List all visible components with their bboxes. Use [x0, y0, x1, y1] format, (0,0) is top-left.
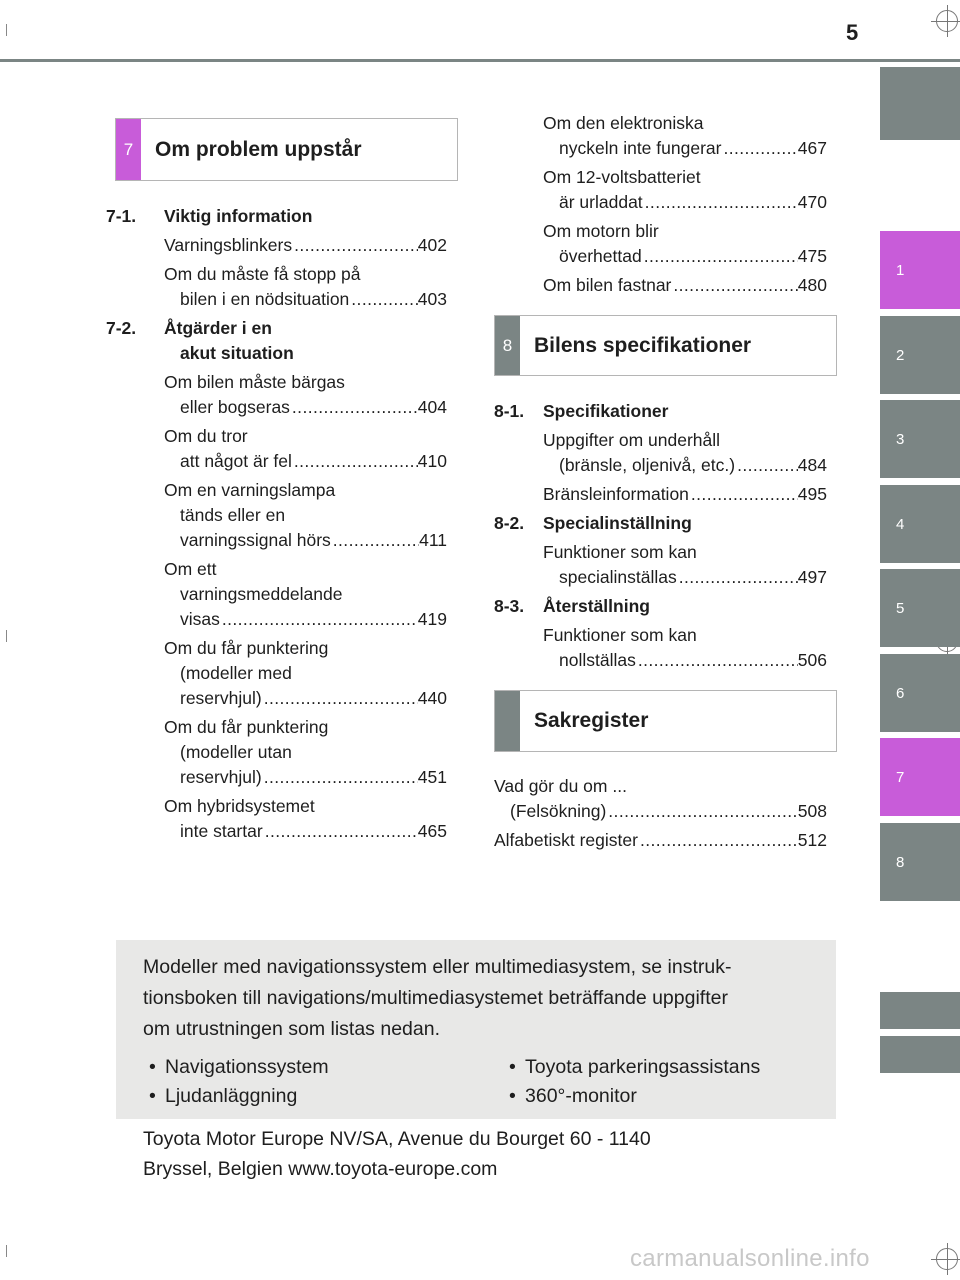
tab-label: 2	[896, 346, 905, 364]
crop-mark	[6, 1245, 7, 1257]
toc-entry[interactable]: Om du får punktering (modeller med reservhjul) ..... 440	[164, 636, 447, 711]
section-8-toc	[494, 399, 827, 673]
section-number: 8	[495, 316, 520, 375]
toc-entry[interactable]: Om den elektroniska nyckeln inte fungerar ..... 467	[543, 111, 827, 161]
page-number: 5	[846, 20, 859, 45]
section-7-toc	[106, 204, 447, 844]
top-rule	[0, 59, 960, 62]
chapter-title: Åtgärder i en	[164, 318, 272, 338]
tab-1[interactable]	[880, 231, 960, 309]
toc-entry[interactable]: Om hybridsystemet inte startar ..... 465	[164, 794, 447, 844]
tab-blank-top[interactable]	[880, 67, 960, 140]
toc-entry[interactable]: Vad gör du om ... (Felsökning) ..... 508	[494, 774, 827, 824]
list-item: • Navigationssystem	[149, 1056, 329, 1078]
chapter-number: 8-2.	[494, 513, 525, 533]
chapter-number: 8-1.	[494, 401, 525, 421]
toc-entry[interactable]: Om ett varningsmeddelande visas ..... 419	[164, 557, 447, 632]
chapter-title: Specifikationer	[543, 401, 669, 421]
chapter-title: Viktig information	[164, 206, 313, 226]
tab-label: 8	[896, 853, 905, 871]
chapter-heading[interactable]	[494, 511, 827, 536]
tab-label: 5	[896, 599, 905, 617]
chapter-tabs	[880, 0, 960, 1280]
toc-entry[interactable]: Bränsleinformation ..... 495	[543, 482, 827, 507]
toc-entry[interactable]: Varningsblinkers ..... 402	[164, 233, 447, 258]
crop-mark	[6, 630, 7, 642]
section-title: Sakregister	[534, 709, 649, 732]
equipment-list	[143, 1053, 826, 1111]
tab-label: 6	[896, 684, 905, 702]
chapter-number: 7-2.	[106, 318, 137, 338]
chapter-number: 8-3.	[494, 596, 525, 616]
toc-entry[interactable]: Om 12-voltsbatteriet är urladdat ..... 470	[543, 165, 827, 215]
toc-entry[interactable]: Om du får punktering (modeller utan reservhjul) ..... 451	[164, 715, 447, 790]
chapter-heading[interactable]	[494, 399, 827, 424]
tab-4[interactable]	[880, 485, 960, 563]
toc-entry[interactable]: Funktioner som kan specialinställas ..... 497	[543, 540, 827, 590]
chapter-heading[interactable]	[106, 316, 447, 341]
section-number: 7	[116, 119, 141, 180]
tab-blank-bottom-1[interactable]	[880, 992, 960, 1029]
toc-entry[interactable]: Uppgifter om underhåll (bränsle, oljenivå, etc.) ..... 484	[543, 428, 827, 478]
toc-entry[interactable]: Om motorn blir överhettad ..... 475	[543, 219, 827, 269]
tab-label: 1	[896, 261, 905, 279]
toc-entry[interactable]: Funktioner som kan nollställas ..... 506	[543, 623, 827, 673]
tab-label: 7	[896, 768, 905, 786]
tab-6[interactable]	[880, 654, 960, 732]
notice-box	[116, 940, 836, 1119]
toc-entry[interactable]: Om bilen fastnar ..... 480	[543, 273, 827, 298]
chapter-title: Specialinställning	[543, 513, 692, 533]
tab-7[interactable]	[880, 738, 960, 816]
tab-2[interactable]	[880, 316, 960, 394]
watermark: carmanualsonline.info	[630, 1245, 870, 1272]
chapter-title: Återställning	[543, 596, 650, 616]
chapter-heading[interactable]	[494, 594, 827, 619]
section-number-blank	[495, 691, 520, 751]
chapter-heading-cont: akut situation	[180, 343, 294, 363]
list-item: • Ljudanläggning	[149, 1085, 298, 1107]
toc-entry[interactable]: Om du måste få stopp på bilen i en nödsituation ..... 403	[164, 262, 447, 312]
toc-entry[interactable]: Om bilen måste bärgas eller bogseras ..... 404	[164, 370, 447, 420]
section-title: Bilens specifikationer	[534, 333, 752, 357]
section-7-toc-continued	[543, 111, 827, 298]
tab-8[interactable]	[880, 823, 960, 901]
list-item: • 360°-monitor	[509, 1085, 637, 1107]
list-item: • Toyota parkeringsassistans	[509, 1056, 761, 1078]
chapter-heading[interactable]	[106, 204, 447, 229]
chapter-number: 7-1.	[106, 206, 137, 226]
tab-3[interactable]	[880, 400, 960, 478]
publisher-address: Toyota Motor Europe NV/SA, Avenue du Bourget 60 - 1140 Bryssel, Belgien www.toyota-europe.com	[143, 1128, 651, 1180]
index-toc	[494, 774, 827, 853]
section-7-header	[115, 118, 458, 181]
section-title: Om problem uppstår	[155, 137, 362, 161]
tab-blank-bottom-2[interactable]	[880, 1036, 960, 1073]
toc-entry[interactable]: Om du tror att något är fel ..... 410	[164, 424, 447, 474]
section-8-header	[494, 315, 837, 376]
crop-mark	[6, 24, 7, 36]
toc-entry[interactable]: Alfabetiskt register ..... 512	[494, 828, 827, 853]
tab-5[interactable]	[880, 569, 960, 647]
index-header	[494, 690, 837, 752]
tab-label: 3	[896, 430, 905, 448]
toc-entry[interactable]: Om en varningslampa tänds eller en varningssignal hörs ..... 411	[164, 478, 447, 553]
notice-text: Modeller med navigationssystem eller multimediasystem, se instruk- tionsboken till navigations/multimediasystemet beträffande uppgifter om utrustningen som listas nedan.	[143, 956, 732, 1040]
tab-label: 4	[896, 515, 905, 533]
